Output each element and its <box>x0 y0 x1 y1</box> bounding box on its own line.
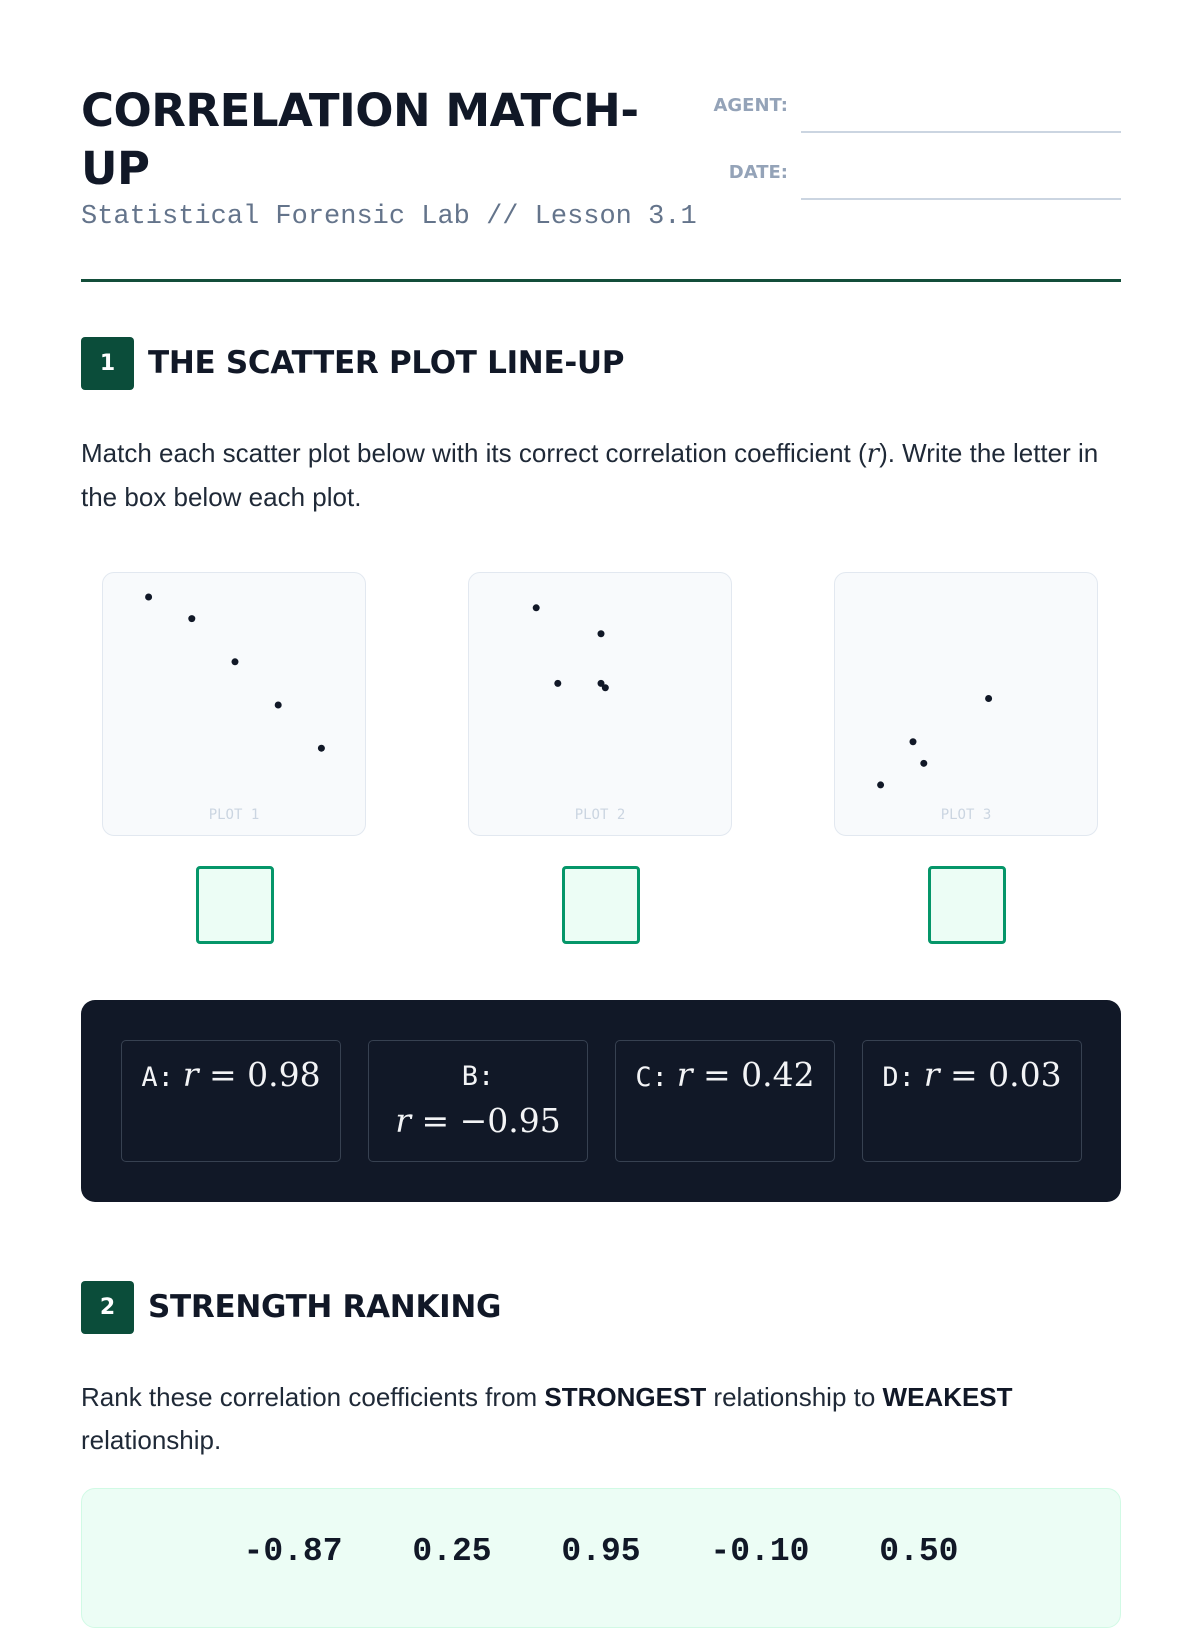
section-2-instructions: Rank these correlation coefficients from STRONGEST relationship to WEAKEST relationship. <box>81 1382 1013 1455</box>
scatter-plot-3 <box>834 572 1098 836</box>
plot-1-point-5 <box>318 745 325 752</box>
coefficient-choices-panel <box>81 1000 1121 1202</box>
section-2-badge: 2 <box>81 1281 134 1334</box>
scatter-plot-2-canvas <box>469 573 732 836</box>
choice-a-letter: A: <box>141 1062 174 1093</box>
section-1-badge: 1 <box>81 337 134 390</box>
choice-d-value: r = 0.03 <box>923 1055 1062 1094</box>
ranking-values-row <box>82 1533 1120 1570</box>
plot-3-label: PLOT 3 <box>940 807 992 823</box>
section-1-title: THE SCATTER PLOT LINE-UP <box>148 345 625 381</box>
agent-field[interactable] <box>801 131 1121 133</box>
agent-label: AGENT: <box>713 95 788 116</box>
choice-c <box>615 1040 835 1162</box>
plot-3-point-4 <box>877 781 884 788</box>
answer-box-plot-1[interactable] <box>196 866 274 944</box>
plot-1-point-3 <box>232 658 239 665</box>
section-1-instructions: Match each scatter plot below with its correct correlation coefficient (r). Write the letter in the box below each plot. <box>81 438 1099 512</box>
scatter-plot-2 <box>468 572 732 836</box>
section-2-title: STRENGTH RANKING <box>148 1289 502 1325</box>
plot-1-point-2 <box>188 615 195 622</box>
plot-2-point-2 <box>598 630 605 637</box>
choice-c-letter: C: <box>635 1062 668 1093</box>
rank-value: -0.87 <box>243 1533 343 1570</box>
plot-1-point-1 <box>145 594 152 601</box>
plot-2-point-3 <box>554 680 561 687</box>
choice-a-value: r = 0.98 <box>182 1055 321 1094</box>
plot-2-point-1 <box>533 604 540 611</box>
choice-b-value: r = −0.95 <box>395 1101 561 1140</box>
plot-3-point-3 <box>920 760 927 767</box>
answer-box-plot-3[interactable] <box>928 866 1006 944</box>
plot-1-label: PLOT 1 <box>208 807 260 823</box>
scatter-plot-1-canvas <box>103 573 366 836</box>
date-field[interactable] <box>801 198 1121 200</box>
page-title: CORRELATION MATCH-UP <box>81 84 639 195</box>
choice-d <box>862 1040 1082 1162</box>
date-label: DATE: <box>728 162 788 183</box>
ranking-values-panel <box>81 1488 1121 1628</box>
plot-3-point-2 <box>910 738 917 745</box>
rank-value: -0.10 <box>710 1533 810 1570</box>
scatter-plot-3-canvas <box>835 573 1098 836</box>
plot-3-point-1 <box>985 695 992 702</box>
choice-c-value: r = 0.42 <box>676 1055 815 1094</box>
choice-a <box>121 1040 341 1162</box>
plot-2-label: PLOT 2 <box>574 807 626 823</box>
page-subtitle: Statistical Forensic Lab // Lesson 3.1 <box>81 202 697 232</box>
rank-value: 0.95 <box>561 1533 641 1570</box>
rank-value: 0.50 <box>879 1533 959 1570</box>
header-divider <box>81 279 1121 282</box>
answer-box-plot-2[interactable] <box>562 866 640 944</box>
choice-d-letter: D: <box>882 1062 915 1093</box>
plot-1-point-4 <box>275 702 282 709</box>
rank-value: 0.25 <box>412 1533 492 1570</box>
choice-b <box>368 1040 588 1162</box>
scatter-plot-1 <box>102 572 366 836</box>
plot-2-point-5 <box>602 684 609 691</box>
choice-b-letter: B: <box>461 1061 495 1092</box>
